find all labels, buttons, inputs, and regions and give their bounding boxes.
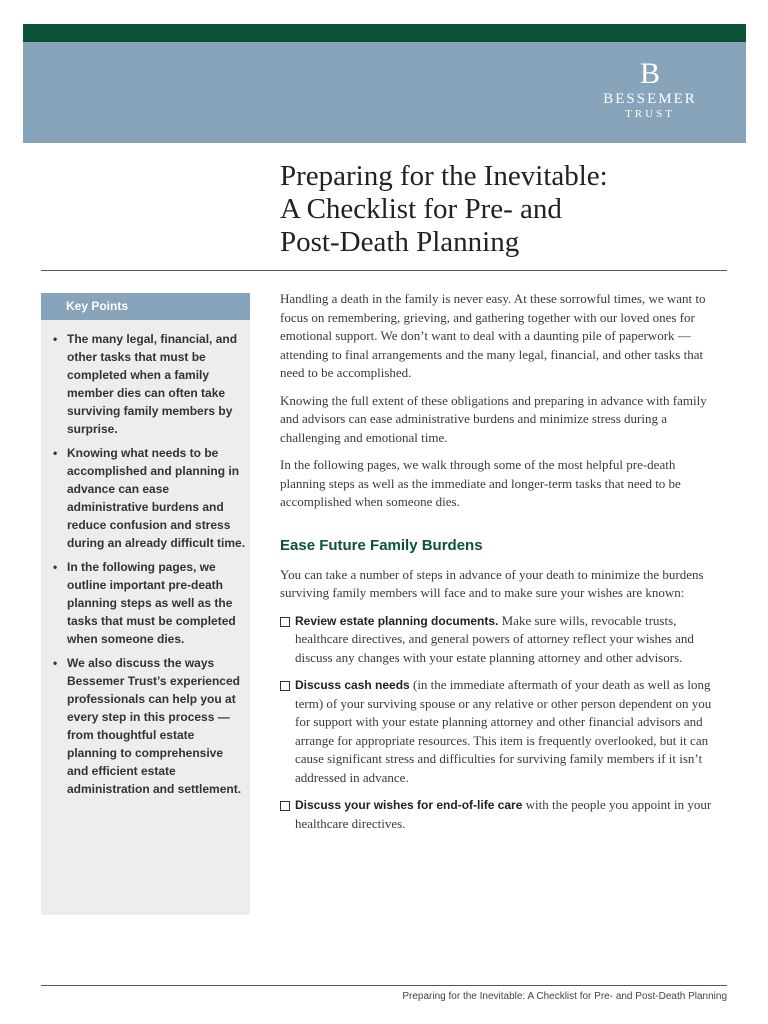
checklist-text: (in the immediate aftermath of your death as well as long term) of your surviving spouse or any relative or other person dependent on you for support with your estate planning attorney and other financial advisors and arrange for appropriate resources. This item is frequently overlooked, but it can cause significant stress and difficulties for surviving family members if it isn’t addressed in advance. xyxy=(295,677,712,785)
checklist-item xyxy=(280,676,722,787)
checklist-text: with the people you appoint in your healthcare directives. xyxy=(295,797,712,831)
checklist-lead: Discuss cash needs xyxy=(295,678,410,692)
intro-paragraph: In the following pages, we walk through some of the most helpful pre-death planning steps as well as the immediate and longer-term tasks that need to be accomplished when someone dies. xyxy=(280,457,681,509)
intro-paragraph: Handling a death in the family is never easy. At these sorrowful times, we want to focus on remembering, grieving, and gathering together with our loved ones for emotional support. We don’t want to deal with a daunting pile of paperwork — attending to final arrangements and the many legal, financial, and other tasks that need to be accomplished. xyxy=(280,291,706,380)
header-banner xyxy=(23,42,746,143)
key-points-sidebar xyxy=(41,293,250,915)
key-point-item: • In the following pages, we outline important pre-death planning steps as well as the tasks that must be completed when someone dies. xyxy=(51,558,246,648)
section-heading: Ease Future Family Burdens xyxy=(280,536,483,554)
checkbox-icon xyxy=(280,801,290,811)
title-line-3: Post-Death Planning xyxy=(280,226,520,258)
section-intro: You can take a number of steps in advance of your death to minimize the burdens surviving family members will face and to make sure your wishes are known: xyxy=(280,566,704,600)
title-line-1: Preparing for the Inevitable: xyxy=(280,160,608,192)
top-green-bar xyxy=(23,24,746,42)
footer-divider xyxy=(41,985,727,986)
footer-text: Preparing for the Inevitable: A Checklist for Pre- and Post-Death Planning xyxy=(402,991,727,1002)
title-line-2: A Checklist for Pre- and xyxy=(280,193,562,225)
title-divider xyxy=(41,270,727,271)
key-point-item: • We also discuss the ways Bessemer Trust’s experienced professionals can help you at every step in this process — from thoughtful estate planning to comprehensive and efficient estate administration and settlement. xyxy=(51,654,246,798)
intro-paragraph: Knowing the full extent of these obligations and preparing in advance with family and advisors can ease administrative burdens and minimize stress during a challenging and emotional time. xyxy=(280,392,707,445)
checklist-item xyxy=(280,612,722,668)
key-points-list xyxy=(41,320,250,798)
checklist-item xyxy=(280,796,722,833)
key-point-item: • The many legal, financial, and other tasks that must be completed when a family member dies can often take surviving family members by surprise. xyxy=(51,330,246,438)
logo-sub: TRUST xyxy=(625,108,675,120)
key-point-item: • Knowing what needs to be accomplished and planning in advance can ease administrative burdens and reduce confusion and stress during an already difficult time. xyxy=(51,444,246,552)
bessemer-logo xyxy=(594,57,706,121)
checkbox-icon xyxy=(280,617,290,627)
checklist-lead: Discuss your wishes for end-of-life care xyxy=(295,798,523,812)
logo-mark: B xyxy=(639,57,660,90)
checklist-text: Make sure wills, revocable trusts, healthcare directives, and general powers of attorney reflect your wishes and discuss any changes with your estate planning attorney and other advisors. xyxy=(295,612,694,665)
checklist-lead: Review estate planning documents. xyxy=(295,613,499,628)
document-title xyxy=(280,160,720,259)
key-points-heading: Key Points xyxy=(41,293,250,320)
checkbox-icon xyxy=(280,681,290,691)
main-body xyxy=(280,290,722,842)
logo-name: BESSEMER xyxy=(603,91,697,107)
